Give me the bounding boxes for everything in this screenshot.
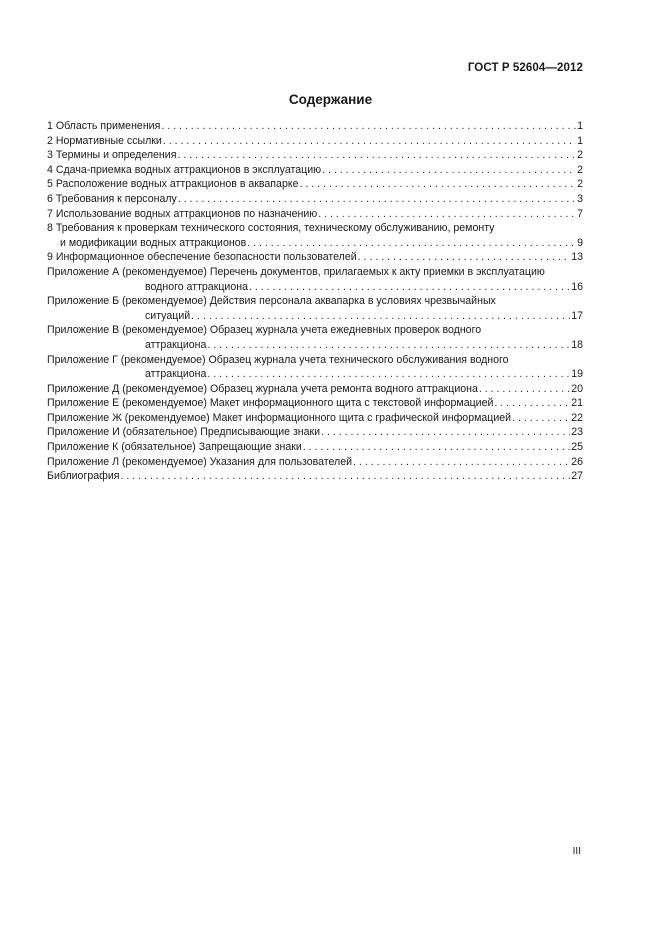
toc-entry bbox=[47, 119, 583, 134]
toc-entry bbox=[47, 323, 583, 352]
toc-leader-dots bbox=[318, 207, 576, 222]
toc-entry-label: аттракциона bbox=[145, 368, 207, 381]
toc-entry-label: Приложение И (обязательное) Предписывающие знаки bbox=[47, 426, 321, 439]
toc-leader-dots bbox=[177, 148, 576, 163]
toc-page-number: 1 bbox=[577, 120, 583, 132]
toc-entry-line bbox=[47, 425, 583, 440]
toc-leader-dots bbox=[247, 236, 576, 251]
toc-entry bbox=[47, 440, 583, 455]
toc-entry bbox=[47, 382, 583, 397]
toc-entry-label: 4 Сдача-приемка водных аттракционов в эксплуатацию bbox=[47, 163, 322, 176]
toc-entry bbox=[47, 294, 583, 323]
toc-page-number: 13 bbox=[571, 251, 583, 264]
toc-entry bbox=[47, 192, 583, 207]
toc-leader-dots bbox=[161, 119, 576, 134]
toc-entry-label: водного аттракциона bbox=[145, 280, 248, 293]
toc-leader-dots bbox=[178, 192, 576, 207]
toc-entry-label: 1 Область применения bbox=[47, 120, 161, 132]
toc-entry-label: 8 Требования к проверкам технического состояния, техническому обслуживанию, ремонту bbox=[47, 222, 495, 235]
toc-leader-dots bbox=[120, 469, 570, 484]
toc-entry bbox=[47, 163, 583, 178]
toc-leader-dots bbox=[358, 250, 571, 265]
toc-entry-line bbox=[47, 177, 583, 192]
toc-entry-label: Приложение Ж (рекомендуемое) Макет информационного щита с графической информацией bbox=[47, 411, 512, 424]
toc-entry bbox=[47, 148, 583, 163]
toc-entry-label: Приложение Д (рекомендуемое) Образец журнала учета ремонта водного аттракциона bbox=[47, 382, 478, 395]
toc-entry-line bbox=[47, 250, 583, 265]
toc-entry-label: и модификации водных аттракционов bbox=[60, 236, 247, 249]
toc-page-number: 16 bbox=[571, 280, 583, 293]
toc-entry-line bbox=[47, 163, 583, 178]
toc-page-number: 7 bbox=[577, 207, 583, 220]
toc-entry bbox=[47, 177, 583, 192]
toc-entry bbox=[47, 250, 583, 265]
toc-entry bbox=[47, 425, 583, 440]
toc-entry-line bbox=[47, 396, 583, 411]
toc-page-number: 20 bbox=[571, 382, 583, 395]
toc-entry-label: 9 Информационное обеспечение безопасности пользователей bbox=[47, 251, 357, 264]
toc-page-number: 21 bbox=[571, 397, 583, 410]
toc-leader-dots bbox=[512, 411, 570, 426]
toc-entry-line bbox=[47, 265, 583, 280]
toc-entry-label: Приложение Б (рекомендуемое) Действия персонала аквапарка в условиях чрезвычайных bbox=[47, 295, 496, 308]
toc-page-number: 23 bbox=[571, 426, 583, 439]
toc-entry-label: 5 Расположение водных аттракционов в аквапарке bbox=[47, 178, 299, 191]
toc-entry-label: 3 Термины и определения bbox=[47, 149, 177, 162]
toc-page-number: 3 bbox=[577, 192, 583, 205]
toc-page-number: 1 bbox=[577, 134, 583, 147]
toc-title: Содержание bbox=[288, 92, 373, 107]
toc-entry-line bbox=[47, 353, 583, 368]
toc-entry-line bbox=[47, 411, 583, 426]
toc-leader-dots bbox=[207, 367, 570, 382]
toc-page-number: 2 bbox=[577, 178, 583, 191]
toc-leader-dots bbox=[249, 280, 570, 295]
page-number: III bbox=[572, 846, 581, 857]
toc-entry-label: 7 Использование водных аттракционов по назначению bbox=[47, 207, 318, 220]
toc-entry-label: Приложение Л (рекомендуемое) Указания для пользователей bbox=[47, 455, 353, 468]
toc-page-number: 2 bbox=[577, 149, 583, 162]
toc-entry-label: ситуаций bbox=[145, 309, 191, 322]
toc-page-number: 26 bbox=[571, 455, 583, 468]
toc-leader-dots bbox=[494, 396, 570, 411]
toc-leader-dots bbox=[303, 440, 570, 455]
toc-entry-label: Приложение К (обязательное) Запрещающие знаки bbox=[47, 441, 302, 454]
toc-entry-line bbox=[47, 134, 583, 149]
toc-entry-label: аттракциона bbox=[145, 338, 207, 351]
toc-entry-line bbox=[47, 148, 583, 163]
toc-leader-dots bbox=[321, 425, 570, 440]
toc-entry-label: Приложение Е (рекомендуемое) Макет информационного щита с текстовой информацией bbox=[47, 397, 494, 410]
toc-page-number: 17 bbox=[571, 309, 583, 322]
toc-entry-line bbox=[47, 440, 583, 455]
toc-page-number: 25 bbox=[571, 441, 583, 454]
toc-entry bbox=[47, 207, 583, 222]
toc-leader-dots bbox=[299, 177, 576, 192]
toc-page-number: 22 bbox=[571, 411, 583, 424]
toc-entry-line bbox=[47, 236, 583, 251]
toc-entry-line bbox=[47, 367, 583, 382]
toc-entry bbox=[47, 353, 583, 382]
toc-entry-line bbox=[47, 192, 583, 207]
toc-page-number: 18 bbox=[571, 338, 583, 351]
toc-leader-dots bbox=[322, 163, 576, 178]
toc-page-number: 27 bbox=[571, 470, 583, 483]
toc-page-number: 2 bbox=[577, 163, 583, 176]
toc-entry-label: Библиография bbox=[47, 470, 120, 483]
toc-entry-label: Приложение А (рекомендуемое) Перечень документов, прилагаемых к акту приемки в эксплуатацию bbox=[47, 265, 545, 278]
toc-entry-line bbox=[47, 469, 583, 484]
toc-entry bbox=[47, 265, 583, 294]
toc-entry bbox=[47, 455, 583, 470]
toc-entry-label: 6 Требования к персоналу bbox=[47, 192, 177, 205]
toc-entry-line bbox=[47, 323, 583, 338]
toc-entry bbox=[47, 411, 583, 426]
toc-page-number: 9 bbox=[577, 236, 583, 249]
toc-entry-line bbox=[47, 280, 583, 295]
toc-entry bbox=[47, 134, 583, 149]
toc-entry-line bbox=[47, 221, 583, 236]
toc-entry bbox=[47, 396, 583, 411]
toc-entry-line bbox=[47, 309, 583, 324]
toc-entry-line bbox=[47, 294, 583, 309]
toc-leader-dots bbox=[479, 382, 570, 397]
toc-leader-dots bbox=[191, 309, 570, 324]
standard-designation: ГОСТ Р 52604—2012 bbox=[467, 62, 583, 74]
toc-page-number: 19 bbox=[571, 368, 583, 381]
toc-leader-dots bbox=[353, 455, 570, 470]
toc-entry bbox=[47, 469, 583, 484]
toc-entry-line bbox=[47, 207, 583, 222]
toc-entry-line bbox=[47, 338, 583, 353]
toc-entry-line bbox=[47, 382, 583, 397]
toc-leader-dots bbox=[207, 338, 570, 353]
table-of-contents bbox=[47, 119, 583, 484]
toc-entry-line bbox=[47, 119, 583, 134]
toc-entry-label: Приложение Г (рекомендуемое) Образец журнала учета технического обслуживания водного bbox=[47, 353, 509, 366]
toc-leader-dots bbox=[163, 134, 576, 149]
toc-entry-line bbox=[47, 455, 583, 470]
toc-entry-label: Приложение В (рекомендуемое) Образец журнала учета ежедневных проверок водного bbox=[47, 324, 482, 337]
toc-entry bbox=[47, 221, 583, 250]
toc-entry-label: 2 Нормативные ссылки bbox=[47, 134, 162, 147]
